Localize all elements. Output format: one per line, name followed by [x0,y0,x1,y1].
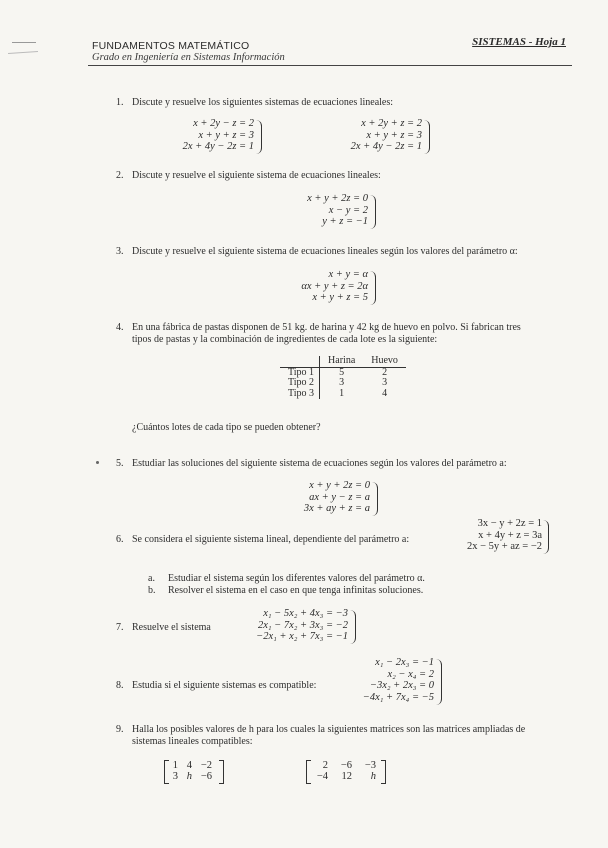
table-cell: 2 [382,366,388,378]
equation-system-b: x + 2y + z = 2 x + y + z = 3 2x + 4y − 2z = 1 [350,118,422,152]
augmented-matrix-b [306,760,386,782]
table-cell: 4 [382,387,388,399]
exercise-number: 2. [116,170,124,181]
exercise-text: sistemas lineales compatibles: [132,736,253,747]
table-cell: Tipo 1 [280,367,320,378]
matrix-cell: −6 [340,760,352,771]
exercise-text: Halla los posibles valores de h para los cuales la siguientes matrices son las matrices ampliadas de [132,724,526,735]
table-header-row [280,356,406,367]
header-divider [88,65,572,66]
exercise-number: 8. [116,680,124,691]
matrix-cell: 3 [172,771,178,782]
table-cell: 3 [339,377,345,388]
matrix-cell: 4 [186,760,192,771]
matrix-cell: h [370,771,376,782]
table-cell: 3 [382,377,388,388]
matrix-cell: 2 [322,760,328,771]
exercise-question: ¿Cuántos lotes de cada tipo se pueden obtener? [132,422,321,433]
exercise-text: Estudia si el siguiente sistemas es compatible: [132,680,317,691]
matrix-cell: −2 [200,760,212,771]
ingredients-table [280,356,406,399]
system-brace [372,482,378,516]
exercise-number: 5. [116,458,124,469]
equation-system: x + y + 2z = 0 x − y = 2 y + z = −1 [307,193,368,227]
matrix-row [306,771,386,782]
equation-system: x + y = α αx + y + z = 2α x + y + z = 5 [301,269,368,303]
matrix-cell: 12 [341,771,352,782]
matrix-row [164,771,224,782]
sub-item-text: Estudiar el sistema según los diferentes valores del parámetro α. [168,573,425,584]
table-cell: 5 [339,366,345,378]
exercise-number: 6. [116,534,124,545]
exercise-number: 1. [116,97,124,108]
matrix-row [164,760,224,771]
sub-item-label: b. [148,585,156,596]
system-brace [424,120,430,154]
table-header-cell: Harina [320,356,364,367]
equation-system-a: x + 2y − z = 2 x + y + z = 3 2x + 4y − 2z = 1 [182,118,254,152]
matrix-cell: h [186,771,192,782]
equation-system: x₁ − 2x₃ = −1 x₂ − x₄ = 2 −3x₂ + 2x₃ = 0 −4x₁ + 7x₄ = −5 [362,657,434,703]
margin-mark [8,51,38,54]
exercise-text: En una fábrica de pastas disponen de 51 kg. de harina y 42 kg de huevo en polvo. Si fabrican tres [132,322,521,333]
exercise-number: 7. [116,622,124,633]
system-brace [370,195,376,229]
exercise-text: Discute y resuelve los siguientes sistemas de ecuaciones lineales: [132,97,394,108]
system-brace [350,610,356,644]
matrix-cell: −6 [200,771,212,782]
matrix-cell: −4 [316,771,328,782]
table-cell: Tipo 2 [280,378,320,389]
table-row [280,378,406,389]
matrix-cell: −3 [364,760,376,771]
equation-system: 3x − y + 2z = 1 x + 4y + z = 3a 2x − 5y + az = −2 [466,518,542,552]
exercise-text: Resuelve el sistema [132,622,211,633]
matrix-row [306,760,386,771]
equation-system: x + y + 2z = 0 ax + y − z = a 3x + ay + z = a [303,480,370,514]
augmented-matrix-a [164,760,224,782]
exercise-text: Discute y resuelve el siguiente sistema de ecuaciones lineales: [132,170,381,181]
table-row [280,389,406,400]
margin-dot [96,461,99,464]
exercise-number: 3. [116,246,124,257]
sub-item-text: Resolver el sistema en el caso en que tenga infinitas soluciones. [168,585,424,596]
table-cell: Tipo 3 [280,389,320,400]
exercise-text: Discute y resuelve el siguiente sistema de ecuaciones lineales según los valores del parámetro α: [132,246,518,257]
exercise-number: 4. [116,322,124,333]
exercise-text: tipos de pastas y la combinación de ingredientes de cada lote es la siguiente: [132,334,438,345]
system-brace [256,120,262,154]
equation-system: x₁ − 5x₂ + 4x₃ = −3 2x₁ − 7x₂ + 3x₃ = −2 −2x₁ + x₂ + 7x₃ = −1 [256,608,348,642]
table-cell: 1 [339,387,345,399]
course-title: FUNDAMENTOS MATEMÁTICO [92,40,250,52]
system-brace [436,659,442,705]
exercise-text: Estudiar las soluciones del siguiente sistema de ecuaciones según los valores del parámetro a: [132,458,507,469]
margin-mark [12,42,36,43]
sheet-title: SISTEMAS - Hoja 1 [472,36,566,48]
matrix-cell: 1 [172,760,178,771]
system-brace [543,520,549,554]
system-brace [370,271,376,305]
degree-subtitle: Grado en Ingeniería en Sistemas Información [92,52,285,63]
sub-item-label: a. [148,573,155,584]
exercise-text: Se considera el siguiente sistema lineal, dependiente del parámetro a: [132,534,410,545]
table-header-cell [280,356,320,367]
exercise-number: 9. [116,724,124,735]
table-header-cell: Huevo [363,356,406,367]
